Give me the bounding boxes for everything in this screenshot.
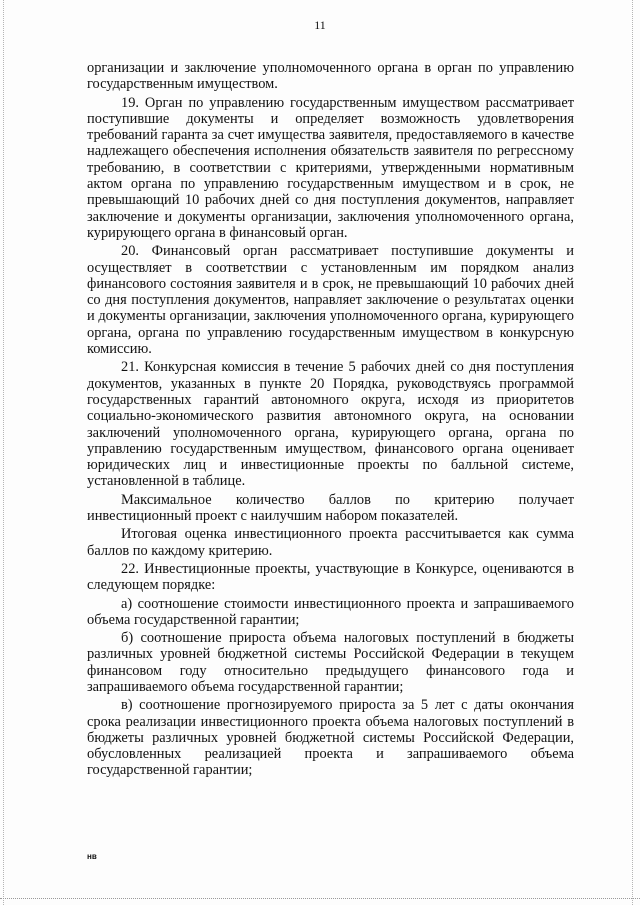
document-body — [87, 60, 574, 781]
paragraph: 19. Орган по управлению государственным имуществом рассматривает поступившие документы и определяет возможность удовлетворения требований гаранта за счет имущества заявителя, предоставляемого в качестве надлежащего обеспечения исполнения обязательств заявителя по регрессному требованию, в соответствии с критериями, утвержденными нормативным актом органа по управлению государственным имуществом и в срок, не превышающий 10 рабочих дней со дня поступления документов, направляет заключение и документы организации, заключения уполномоченного органа, курирующего органа в финансовый орган. — [87, 94, 574, 241]
paragraph: 20. Финансовый орган рассматривает поступившие документы и осуществляет в соответствии с установленным им порядком анализ финансового состояния заявителя и в срок, не превышающий 10 рабочих дней со дня поступления документов, направляет заключение о результатах оценки и документы организации, заключения уполномоченного органа, курирующего органа, органа по управлению государственным имуществом в конкурсную комиссию. — [87, 243, 574, 358]
paragraph: 22. Инвестиционные проекты, участвующие в Конкурсе, оцениваются в следующем порядке: — [87, 560, 574, 594]
scan-edge-left — [3, 0, 4, 905]
page-number: 11 — [314, 18, 326, 32]
paragraph: Итоговая оценка инвестиционного проекта рассчитывается как сумма баллов по каждому критерию. — [87, 526, 574, 559]
paragraph: 21. Конкурсная комиссия в течение 5 рабочих дней со дня поступления документов, указанных в пункте 20 Порядка, руководствуясь программой государственных гарантий автономного округа, исходя из приоритетов социально-экономического развития автономного округа, на основании заключений уполномоченного органа, курирующего органа, органа по управлению государственным имуществом, финансового органа оценивает юридических лиц и инвестиционные проекты по балльной системе, установленной в таблице. — [87, 359, 574, 490]
scan-line-bottom — [0, 898, 640, 899]
list-item: в) соотношение прогнозируемого прироста за 5 лет с даты окончания срока реализации инвестиционного проекта объема налоговых поступлений в бюджеты различных уровней бюджетной системы Российской Федерации, обусловленных реализацией проекта и запрашиваемого объема государственной гарантии; — [87, 697, 574, 779]
footer-code: нв — [87, 852, 97, 861]
paragraph: Максимальное количество баллов по критерию получает инвестиционный проект с наилучшим набором показателей. — [87, 491, 574, 525]
scan-edge-right — [632, 0, 633, 905]
list-item: а) соотношение стоимости инвестиционного проекта и запрашиваемого объема государственной гарантии; — [87, 595, 574, 628]
list-item: б) соотношение прироста объема налоговых поступлений в бюджеты различных уровней бюджетной системы Российской Федерации в текущем финансовом году относительно предыдущего финансового года и запрашиваемого объема государственной гарантии; — [87, 630, 574, 695]
paragraph: организации и заключение уполномоченного органа в орган по управлению государственным имуществом. — [87, 60, 574, 93]
